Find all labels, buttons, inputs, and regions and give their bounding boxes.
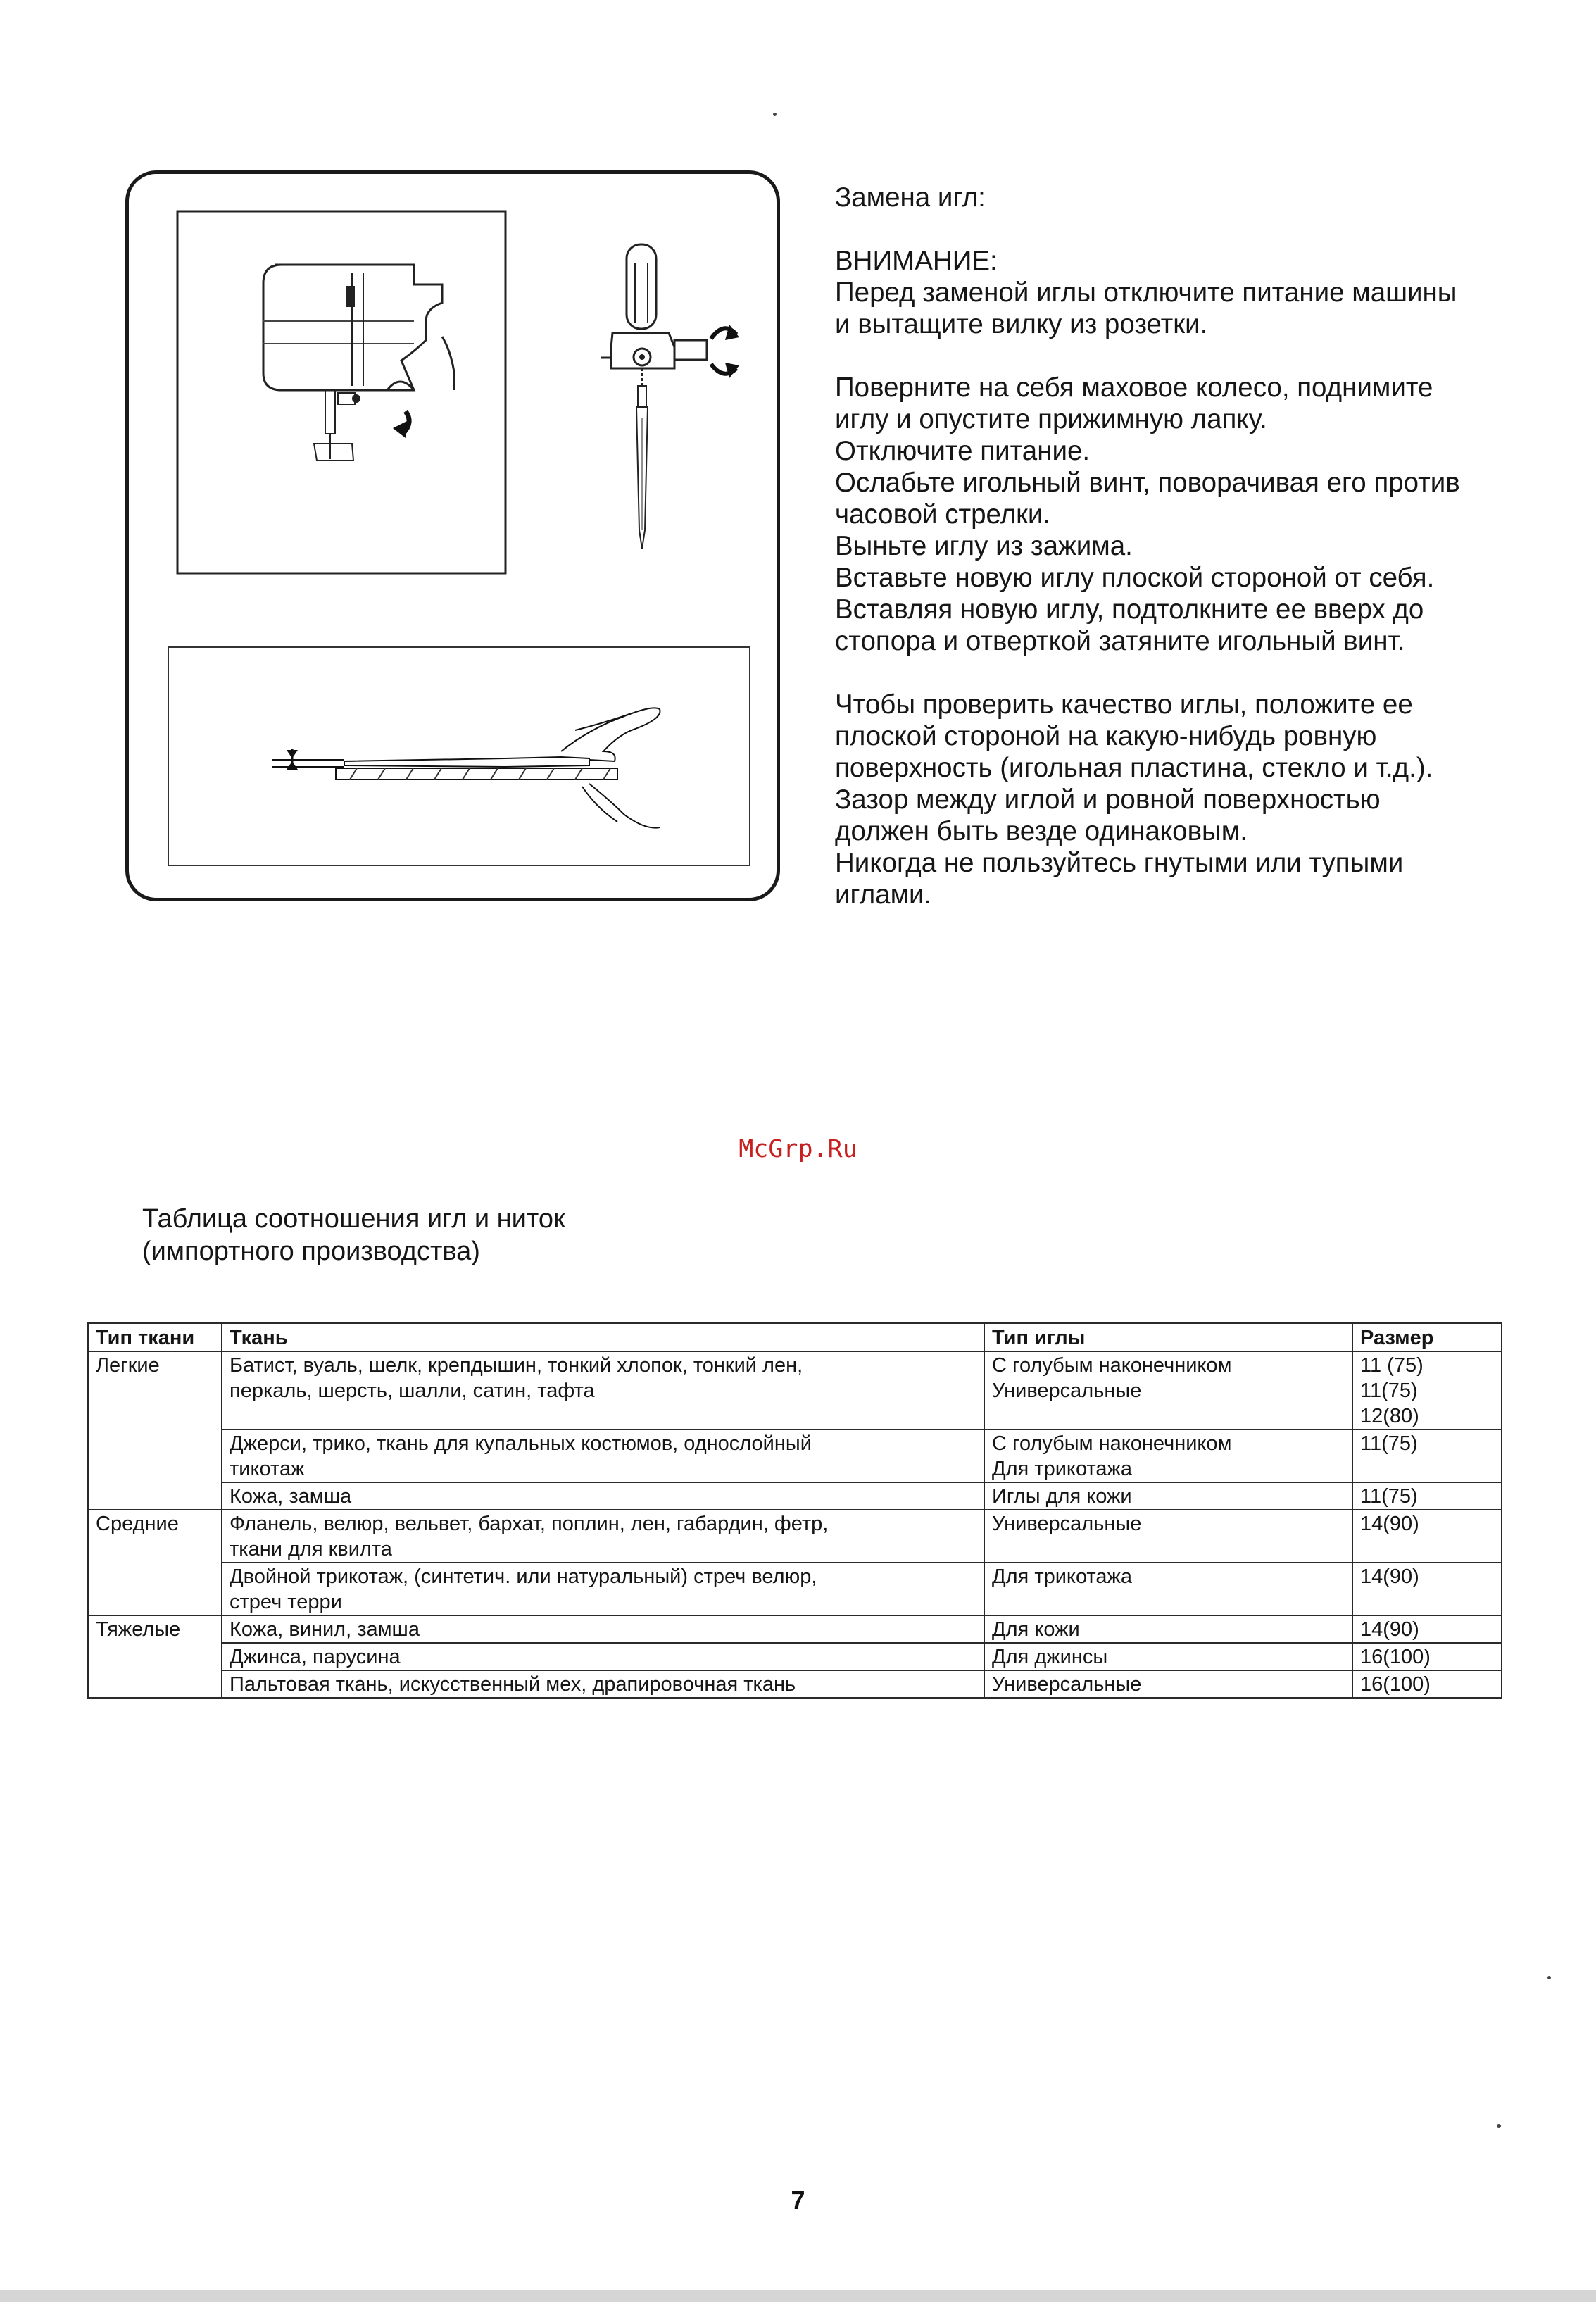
needle-cell — [984, 1563, 1352, 1615]
fabric-cell — [222, 1670, 984, 1698]
size-line: 14(90) — [1360, 1513, 1419, 1535]
check-line: должен быть везде одинаковым. — [835, 816, 1248, 846]
category-cell — [88, 1615, 222, 1698]
step-line: стопора и отверткой затяните игольный винт. — [835, 626, 1405, 656]
size-line: 16(100) — [1360, 1673, 1431, 1696]
size-line: 11(75) — [1360, 1485, 1418, 1508]
needle-cell — [984, 1351, 1352, 1430]
needle-line: Иглы для кожи — [992, 1485, 1132, 1508]
watermark: McGrp.Ru — [739, 1135, 857, 1163]
table-row — [88, 1563, 1502, 1615]
size-cell — [1352, 1615, 1502, 1643]
needle-line: С голубым наконечником — [992, 1354, 1232, 1377]
table-title-line: (импортного производства) — [142, 1237, 480, 1266]
fabric-cell — [222, 1351, 984, 1430]
size-line: 12(80) — [1360, 1405, 1419, 1427]
step-line: Вставьте новую иглу плоской стороной от себя. — [835, 563, 1435, 593]
scan-speck — [1497, 2124, 1501, 2128]
fabric-line: Джерси, трико, ткань для купальных костюмов, однослойный — [230, 1432, 812, 1455]
step-line: Выньте иглу из зажима. — [835, 531, 1133, 561]
needle-thread-table — [87, 1322, 1502, 1699]
size-line: 11 (75) — [1360, 1354, 1424, 1377]
sewing-machine-needle-illustration — [176, 210, 507, 575]
header-fabric: Ткань — [222, 1323, 984, 1351]
needle-cell — [984, 1430, 1352, 1482]
needle-cell — [984, 1510, 1352, 1563]
fabric-line: Пальтовая ткань, искусственный мех, драпировочная ткань — [230, 1673, 796, 1696]
size-line: 14(90) — [1360, 1618, 1419, 1641]
step-line: часовой стрелки. — [835, 499, 1051, 530]
step-line: Вставляя новую иглу, подтолкните ее вверх до — [835, 594, 1424, 625]
check-line: плоской стороной на какую-нибудь ровную — [835, 721, 1377, 751]
needle-line: Универсальные — [992, 1673, 1142, 1696]
fabric-line: Кожа, винил, замша — [230, 1618, 420, 1641]
needle-replacement-instructions — [835, 182, 1546, 911]
fabric-cell — [222, 1430, 984, 1482]
fabric-line: Батист, вуаль, шелк, крепдышин, тонкий хлопок, тонкий лен, — [230, 1354, 803, 1377]
needle-line: Для трикотажа — [992, 1565, 1133, 1588]
fabric-cell — [222, 1615, 984, 1643]
check-line: иглами. — [835, 880, 932, 910]
scan-edge-band — [0, 2290, 1596, 2302]
fabric-line: Кожа, замша — [230, 1485, 352, 1508]
needle-line: Универсальные — [992, 1380, 1142, 1402]
size-line: 16(100) — [1360, 1646, 1431, 1668]
fabric-cell — [222, 1510, 984, 1563]
step-line: иглу и опустите прижимную лапку. — [835, 404, 1267, 434]
fabric-line: Двойной трикотаж, (синтетич. или натуральный) стреч велюр, — [230, 1565, 817, 1588]
table-row — [88, 1482, 1502, 1510]
category-cell — [88, 1510, 222, 1615]
scan-speck — [773, 113, 777, 116]
table-row — [88, 1615, 1502, 1643]
check-line: Чтобы проверить качество иглы, положите ее — [835, 689, 1413, 720]
page-number: 7 — [791, 2186, 805, 2215]
table-row — [88, 1430, 1502, 1482]
size-line: 11(75) — [1360, 1432, 1418, 1455]
table-row — [88, 1510, 1502, 1563]
table-header-row — [88, 1323, 1502, 1351]
fabric-line: стреч терри — [230, 1591, 342, 1613]
size-cell — [1352, 1563, 1502, 1615]
header-fabric-type: Тип ткани — [88, 1323, 222, 1351]
size-cell — [1352, 1430, 1502, 1482]
attention-label: ВНИМАНИЕ: — [835, 246, 998, 276]
size-line: 11(75) — [1360, 1380, 1418, 1402]
attention-line: и вытащите вилку из розетки. — [835, 309, 1208, 339]
size-cell — [1352, 1643, 1502, 1670]
step-line: Ослабьте игольный винт, поворачивая его против — [835, 468, 1460, 498]
needle-line: С голубым наконечником — [992, 1432, 1232, 1455]
check-line: Зазор между иглой и ровной поверхностью — [835, 784, 1381, 815]
instructions-heading: Замена игл: — [835, 182, 986, 213]
table-row — [88, 1670, 1502, 1698]
size-line: 14(90) — [1360, 1565, 1419, 1588]
table-title-line: Таблица соотношения игл и ниток — [142, 1204, 565, 1234]
size-cell — [1352, 1482, 1502, 1510]
fabric-line: Фланель, велюр, вельвет, бархат, поплин, лен, габардин, фетр, — [230, 1513, 829, 1535]
category-label: Средние — [96, 1513, 179, 1535]
needle-cell — [984, 1670, 1352, 1698]
fabric-cell — [222, 1482, 984, 1510]
needle-cell — [984, 1482, 1352, 1510]
needle-clamp-illustration — [598, 242, 760, 558]
table-row — [88, 1351, 1502, 1430]
needle-cell — [984, 1615, 1352, 1643]
fabric-cell — [222, 1563, 984, 1615]
fabric-cell — [222, 1643, 984, 1670]
table-title — [142, 1203, 565, 1268]
size-cell — [1352, 1510, 1502, 1563]
illustration-frame — [125, 170, 780, 901]
needle-line: Для трикотажа — [992, 1458, 1133, 1480]
size-cell — [1352, 1670, 1502, 1698]
fabric-line: тикотаж — [230, 1458, 305, 1480]
needle-line: Универсальные — [992, 1513, 1142, 1535]
category-cell — [88, 1351, 222, 1510]
fabric-line: перкаль, шерсть, шалли, сатин, тафта — [230, 1380, 595, 1402]
check-line: поверхность (игольная пластина, стекло и т.д.). — [835, 753, 1433, 783]
check-line: Никогда не пользуйтесь гнутыми или тупыми — [835, 848, 1404, 878]
table-row — [88, 1643, 1502, 1670]
header-size: Размер — [1352, 1323, 1502, 1351]
needle-cell — [984, 1643, 1352, 1670]
needle-check-illustration — [167, 646, 751, 867]
scan-speck — [1547, 1976, 1551, 1979]
needle-line: Для джинсы — [992, 1646, 1108, 1668]
step-line: Поверните на себя маховое колесо, поднимите — [835, 373, 1433, 403]
header-needle-type: Тип иглы — [984, 1323, 1352, 1351]
needle-line: Для кожи — [992, 1618, 1080, 1641]
fabric-line: Джинса, парусина — [230, 1646, 401, 1668]
category-label: Легкие — [96, 1354, 160, 1377]
fabric-line: ткани для квилта — [230, 1538, 392, 1560]
category-label: Тяжелые — [96, 1618, 181, 1641]
attention-line: Перед заменой иглы отключите питание машины — [835, 277, 1457, 308]
size-cell — [1352, 1351, 1502, 1430]
step-line: Отключите питание. — [835, 436, 1091, 466]
